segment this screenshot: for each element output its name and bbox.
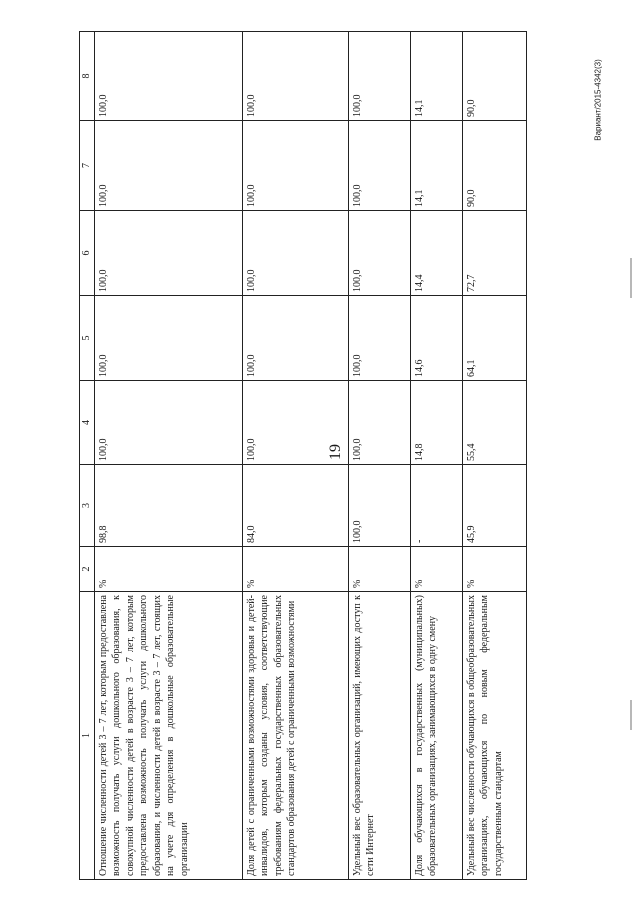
value-cell: 72,7 <box>462 211 527 296</box>
page-number: 19 <box>327 444 344 460</box>
value-cell: 84,0 <box>242 465 348 547</box>
indicator-description: Отношение численности детей 3 – 7 лет, которым предоставлена возможность получать услуги дошкольного образования, к совокупной численности детей в возрасте 3 – 7 лет, которым предоставлена возможность получать услуги дошкольного образования, и численности детей в возрасте 3 – 7 лет, стоящих на учете для определения в дошкольные образовательные организации <box>94 592 242 880</box>
column-number: 8 <box>80 32 95 121</box>
value-cell: 90,0 <box>462 121 527 211</box>
column-number: 3 <box>80 465 95 547</box>
value-cell: 55,4 <box>462 381 527 465</box>
value-cell: 98,8 <box>94 465 242 547</box>
value-cell: 45,9 <box>462 465 527 547</box>
value-cell: 100,0 <box>242 121 348 211</box>
unit-cell: % <box>462 547 527 592</box>
indicator-description: Удельный вес численности обучающихся в общеобразовательных организациях, обучающихся по новым федеральным государственным стандартам <box>462 592 527 880</box>
column-number: 4 <box>80 381 95 465</box>
table-row <box>242 32 348 880</box>
indicator-description: Доля обучающихся в государственных (муниципальных) образовательных организациях, занимающихся в одну смену <box>410 592 462 880</box>
value-cell: 100,0 <box>242 296 348 381</box>
column-number-row <box>80 32 95 880</box>
unit-cell: % <box>94 547 242 592</box>
table-row <box>462 32 527 880</box>
table-row <box>410 32 462 880</box>
scan-edge-line <box>630 258 632 298</box>
unit-cell: % <box>348 547 410 592</box>
column-number: 6 <box>80 211 95 296</box>
value-cell: 100,0 <box>242 381 348 465</box>
value-cell: 14,4 <box>410 211 462 296</box>
value-cell: 100,0 <box>348 465 410 547</box>
value-cell: 14,1 <box>410 121 462 211</box>
value-cell: 100,0 <box>94 296 242 381</box>
unit-cell: % <box>242 547 348 592</box>
indicator-description: Удельный вес образовательных организаций, имеющих доступ к сети Интернет <box>348 592 410 880</box>
value-cell: 100,0 <box>94 211 242 296</box>
table-row <box>348 32 410 880</box>
value-cell: 100,0 <box>242 211 348 296</box>
value-cell: 100,0 <box>348 32 410 121</box>
column-number: 2 <box>80 547 95 592</box>
value-cell: 100,0 <box>348 121 410 211</box>
indicators-table <box>79 32 527 880</box>
value-cell: 64,1 <box>462 296 527 381</box>
value-cell: 14,1 <box>410 32 462 121</box>
value-cell: 90,0 <box>462 32 527 121</box>
document-code: Вариант/2015-4342(3) <box>593 59 603 141</box>
value-cell: 100,0 <box>94 381 242 465</box>
column-number: 5 <box>80 296 95 381</box>
column-number: 7 <box>80 121 95 211</box>
table-row <box>94 32 242 880</box>
value-cell: 14,6 <box>410 296 462 381</box>
value-cell: 100,0 <box>94 121 242 211</box>
indicator-description: Доля детей с ограниченными возможностями здоровья и детей-инвалидов, которым созданы условия, соответствующие требованиям федеральных государственных образовательных стандартов образования детей с ограниченными возможностями <box>242 592 348 880</box>
value-cell: 100,0 <box>348 381 410 465</box>
value-cell: - <box>410 465 462 547</box>
value-cell: 100,0 <box>348 211 410 296</box>
value-cell: 14,8 <box>410 381 462 465</box>
column-number: 1 <box>80 592 95 880</box>
scan-edge-line <box>630 700 632 730</box>
value-cell: 100,0 <box>348 296 410 381</box>
unit-cell: % <box>410 547 462 592</box>
value-cell: 100,0 <box>242 32 348 121</box>
indicators-table-grid <box>79 31 527 880</box>
value-cell: 100,0 <box>94 32 242 121</box>
